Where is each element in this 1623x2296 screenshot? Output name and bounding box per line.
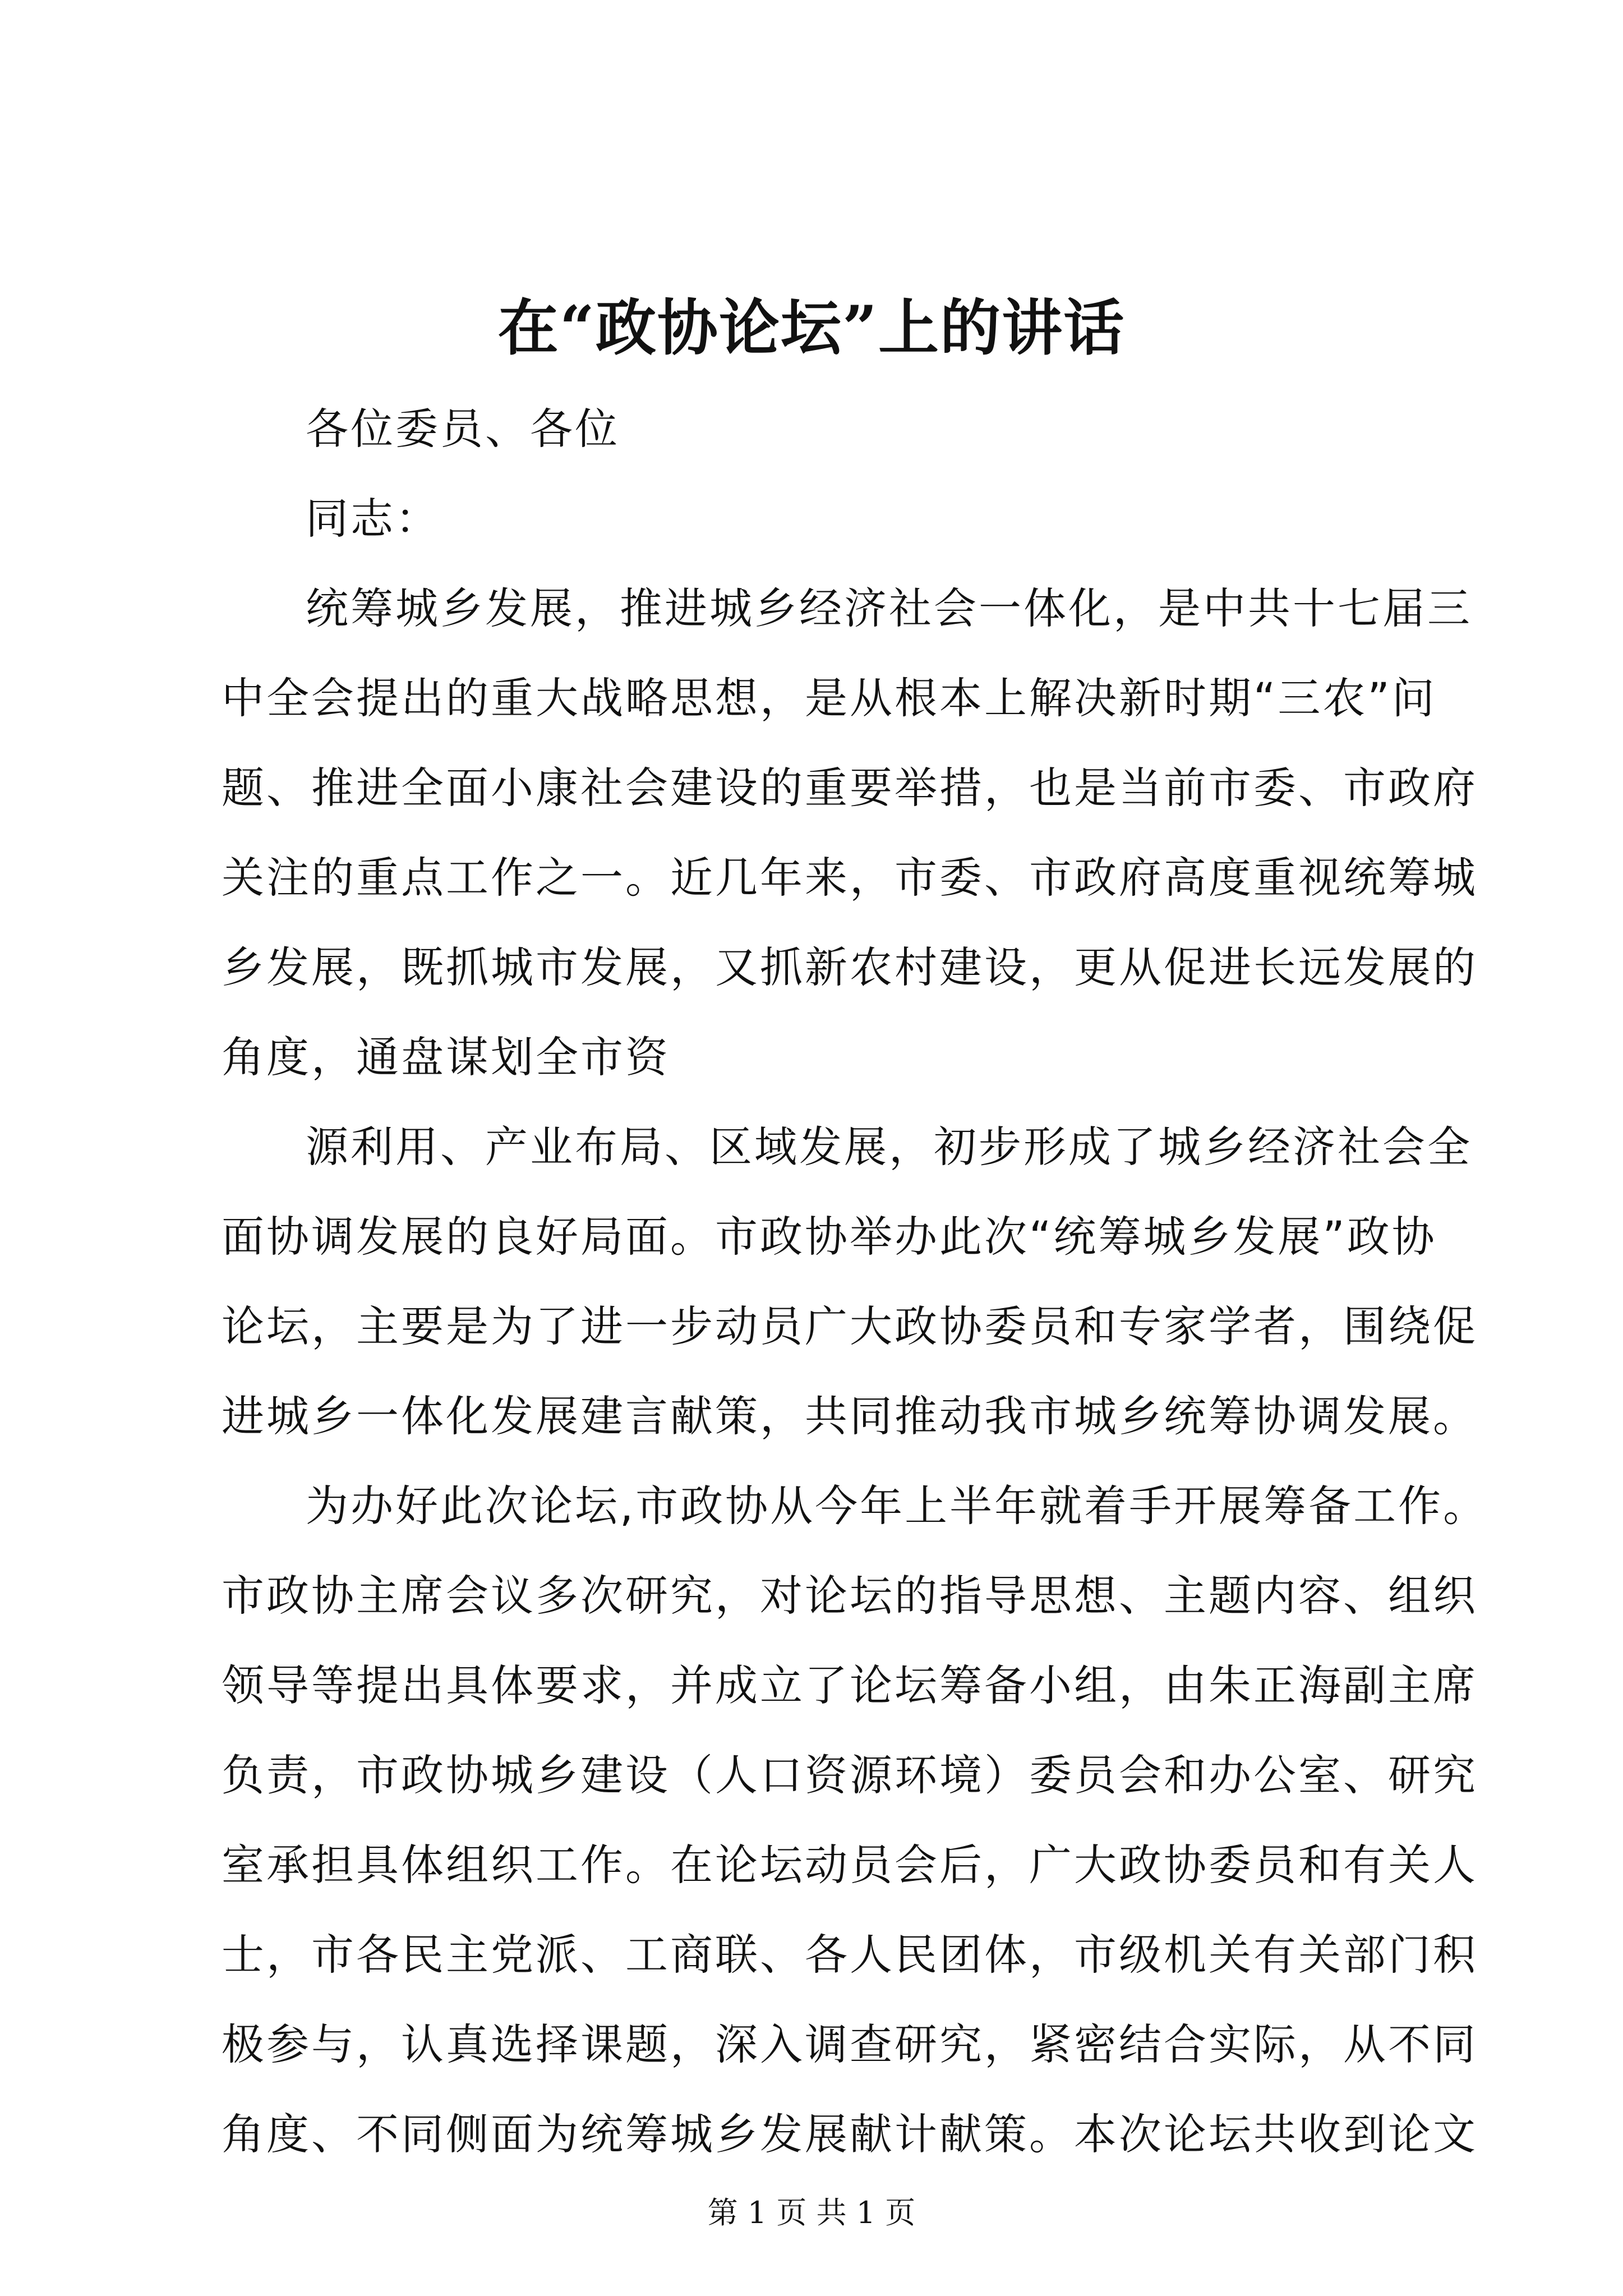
paragraph-2-line-3: 论坛，主要是为了进一步动员广大政协委员和专家学者，围绕促 xyxy=(222,1301,1478,1351)
paragraph-2-line-4: 进城乡一体化发展建言献策，共同推动我市城乡统筹协调发展。 xyxy=(222,1391,1478,1441)
paragraph-1-line-1: 统筹城乡发展，推进城乡经济社会一体化，是中共十七届三 xyxy=(306,583,1472,633)
page-footer: 第 1 页 共 1 页 xyxy=(707,2195,916,2230)
paragraph-2-line-2: 面协调发展的良好局面。市政协举办此次“统筹城乡发展”政协 xyxy=(222,1212,1437,1262)
salutation-line-2: 同志： xyxy=(306,494,440,544)
document-title: 在“政协论坛”上的讲话 xyxy=(497,293,1126,364)
paragraph-1-line-2: 中全会提出的重大战略思想，是从根本上解决新时期“三农”问 xyxy=(222,673,1437,723)
paragraph-3-line-3: 领导等提出具体要求，并成立了论坛筹备小组，由朱正海副主席 xyxy=(222,1660,1478,1710)
paragraph-1-line-3: 题、推进全面小康社会建设的重要举措，也是当前市委、市政府 xyxy=(222,763,1478,813)
paragraph-1-line-4: 关注的重点工作之一。近几年来，市委、市政府高度重视统筹城 xyxy=(222,853,1478,903)
paragraph-2-line-1: 源利用、产业布局、区域发展，初步形成了城乡经济社会全 xyxy=(306,1122,1472,1172)
salutation-line-1: 各位委员、各位 xyxy=(306,404,620,454)
paragraph-3-line-5: 室承担具体组织工作。在论坛动员会后，广大政协委员和有关人 xyxy=(222,1840,1478,1890)
paragraph-3-line-2: 市政协主席会议多次研究，对论坛的指导思想、主题内容、组织 xyxy=(222,1571,1478,1621)
paragraph-3-line-8: 角度、不同侧面为统筹城乡发展献计献策。本次论坛共收到论文 xyxy=(222,2109,1478,2159)
paragraph-3-line-1: 为办好此次论坛,市政协从今年上半年就着手开展筹备工作。 xyxy=(306,1481,1488,1531)
paragraph-1-line-5: 乡发展，既抓城市发展，又抓新农村建设，更从促进长远发展的 xyxy=(222,942,1478,992)
paragraph-1-line-6: 角度，通盘谋划全市资 xyxy=(222,1032,670,1082)
paragraph-3-line-7: 极参与，认真选择课题，深入调查研究，紧密结合实际，从不同 xyxy=(222,2019,1478,2069)
paragraph-3-line-6: 士，市各民主党派、工商联、各人民团体，市级机关有关部门积 xyxy=(222,1930,1478,1980)
paragraph-3-line-4: 负责，市政协城乡建设（人口资源环境）委员会和办公室、研究 xyxy=(222,1750,1478,1800)
